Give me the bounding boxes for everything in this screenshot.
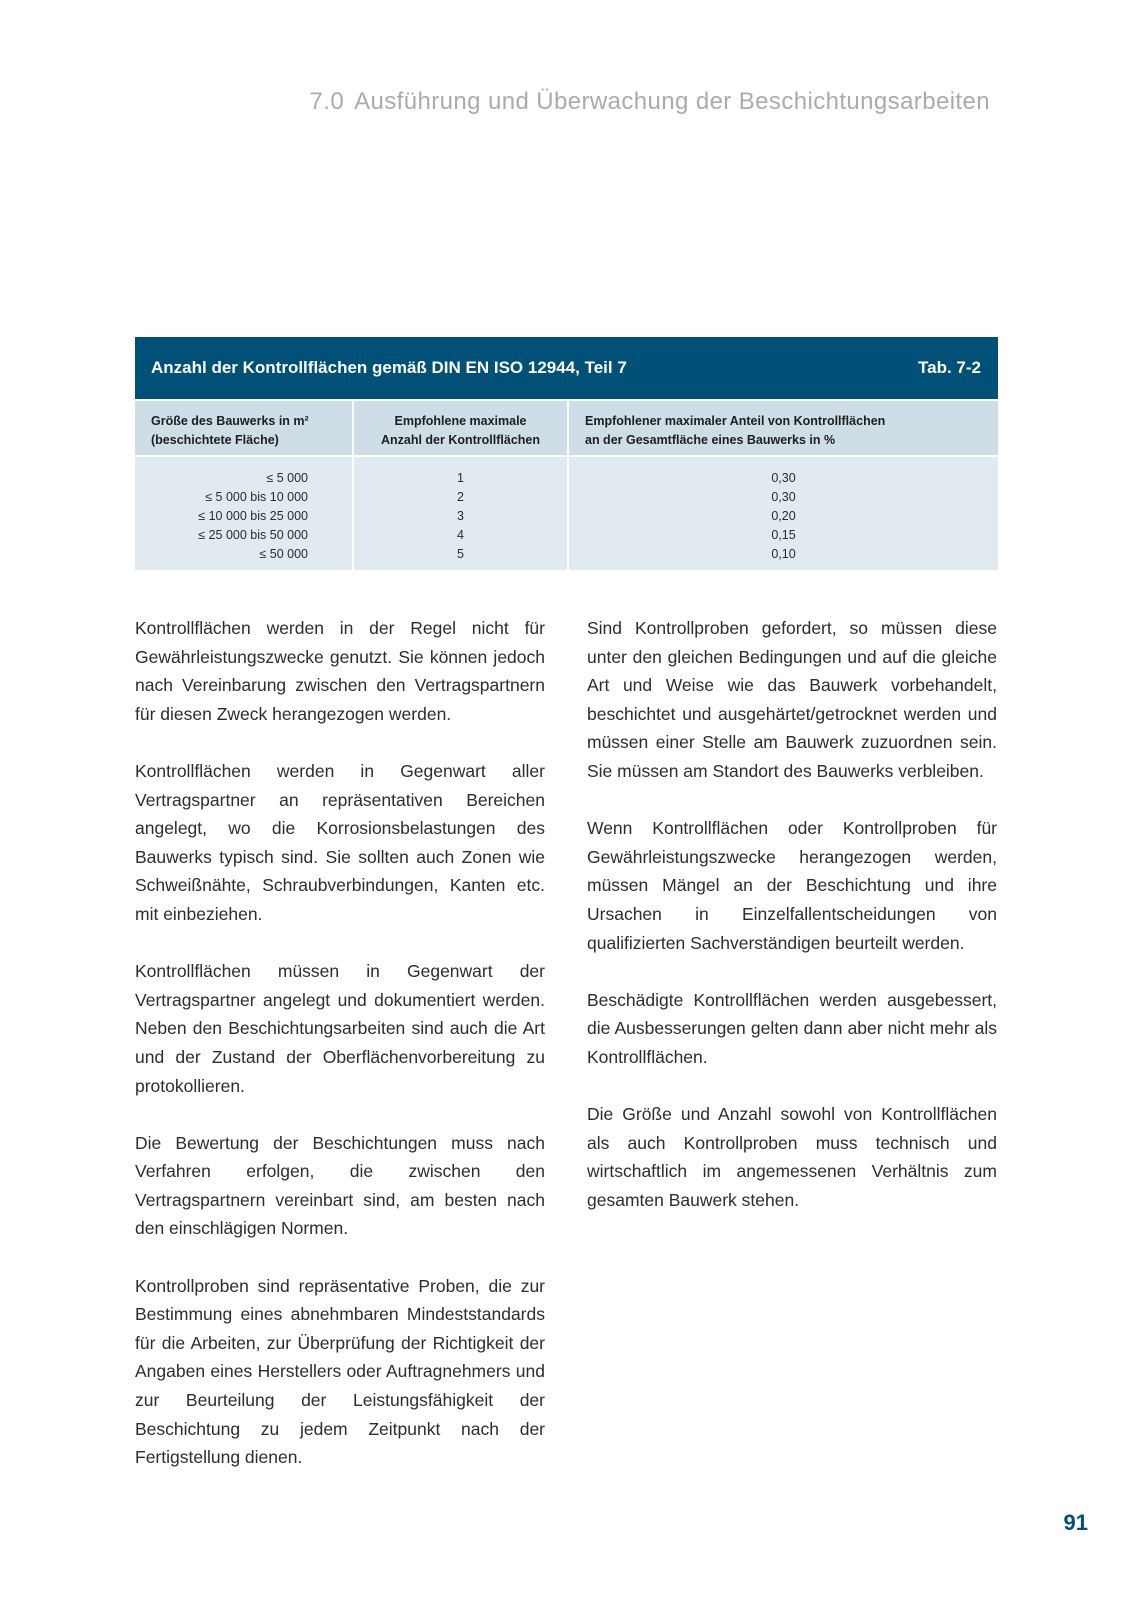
paragraph: Kontrollflächen müssen in Gegenwart der Vertragspartner angelegt und dokumentiert werden. Neben den Beschichtungsarbeiten sind auch die Art und der Zustand der Oberflächenvorbereitung zu protokollieren. [135, 961, 545, 1096]
table-cell: 0,30 [771, 490, 796, 504]
table-cell: 0,10 [771, 547, 796, 561]
column-header-share [569, 401, 998, 455]
page-number: 91 [1063, 1510, 1088, 1535]
section-number: 7.0 [309, 88, 345, 115]
paragraph: Wenn Kontrollflächen oder Kontrollproben für Gewährleistungszwecke herangezogen werden, müssen Mängel an der Beschichtung und ihre Ursachen in Einzelfallentscheidungen von qualifizierten Sachverständigen beurteilt werden. [587, 818, 997, 953]
column-header-line: an der Gesamtfläche eines Bauwerks in % [585, 433, 836, 447]
table-cell: 2 [457, 490, 464, 504]
table-title-bar [135, 337, 998, 399]
column-header-line: Empfohlener maximaler Anteil von Kontrollflächen [585, 414, 886, 428]
table-cell: 3 [457, 509, 464, 523]
paragraph: Beschädigte Kontrollflächen werden ausgebessert, die Ausbesserungen gelten dann aber nicht mehr als Kontrollflächen. [587, 989, 997, 1067]
count-column [354, 457, 567, 570]
table-title: Anzahl der Kontrollflächen gemäß DIN EN ISO 12944, Teil 7 [151, 358, 627, 377]
table-cell: 0,30 [771, 471, 796, 485]
column-header-line: Größe des Bauwerks in m² [151, 414, 309, 428]
table-body-row [135, 457, 998, 570]
table-cell: ≤ 10 000 bis 25 000 [198, 509, 308, 523]
control-area-table [135, 337, 998, 570]
table-cell: 4 [457, 528, 464, 542]
column-header-line: Anzahl der Kontrollflächen [380, 433, 541, 447]
paragraph: Kontrollproben sind repräsentative Proben, die zur Bestimmung eines abnehmbaren Mindeststandards für die Arbeiten, zur Überprüfung der Richtigkeit der Angaben eines Herstellers oder Auftragnehmers und zur Beurteilung der Leistungsfähigkeit der Beschichtung zu jedem Zeitpunkt nach der Fertigstellung dienen. [135, 1275, 545, 1468]
table-cell: 5 [457, 547, 464, 561]
paragraph: Kontrollflächen werden in der Regel nicht für Gewährleistungszwecke genutzt. Sie können jedoch nach Vereinbarung zwischen den Vertragspartnern für diesen Zweck herangezogen werden. [135, 618, 545, 724]
share-column [569, 457, 998, 570]
table-cell: ≤ 50 000 [259, 547, 308, 561]
table-cell: ≤ 5 000 bis 10 000 [205, 490, 308, 504]
section-title: Ausführung und Überwachung der Beschichtungsarbeiten [354, 88, 990, 115]
table-cell: 0,15 [771, 528, 796, 542]
paragraph: Die Bewertung der Beschichtungen muss nach Verfahren erfolgen, die zwischen den Vertragspartnern vereinbart sind, am besten nach den einschlägigen Normen. [135, 1132, 545, 1239]
paragraph: Kontrollflächen werden in Gegenwart aller Vertragspartner an repräsentativen Bereichen angelegt, wo die Korrosionsbelastungen des Bauwerks typisch sind. Sie sollten auch Zonen wie Schweißnähte, Schraubverbindungen, Kanten etc. mit einbeziehen. [135, 760, 545, 924]
chapter-title [310, 88, 990, 116]
paragraph: Sind Kontrollproben gefordert, so müssen diese unter den gleichen Bedingungen und auf die gleiche Art und Weise wie das Bauwerk vorbehandelt, beschichtet und ausgehärtet/getrocknet werden und müssen einer Stelle am Bauwerk zuzuordnen sein. Sie müssen am Standort des Bauwerks verbleiben. [587, 618, 997, 781]
column-header-line: (beschichtete Fläche) [151, 433, 279, 447]
column-header-line: Empfohlene maximale [394, 414, 527, 428]
table-cell: 0,20 [771, 509, 796, 523]
table-label: Tab. 7-2 [918, 358, 981, 377]
column-header-size [135, 401, 352, 455]
size-column [135, 457, 352, 570]
body-column-left [135, 614, 545, 1500]
column-header-count [354, 401, 567, 455]
table-header-row [135, 401, 998, 455]
table-cell: ≤ 5 000 [266, 471, 308, 485]
table-cell: ≤ 25 000 bis 50 000 [198, 528, 308, 542]
table-cell: 1 [457, 471, 464, 485]
body-column-right [587, 614, 997, 1243]
paragraph: Die Größe und Anzahl sowohl von Kontrollflächen als auch Kontrollproben muss technisch und wirtschaftlich im angemessenen Verhältnis zum gesamten Bauwerk stehen. [587, 1104, 997, 1210]
